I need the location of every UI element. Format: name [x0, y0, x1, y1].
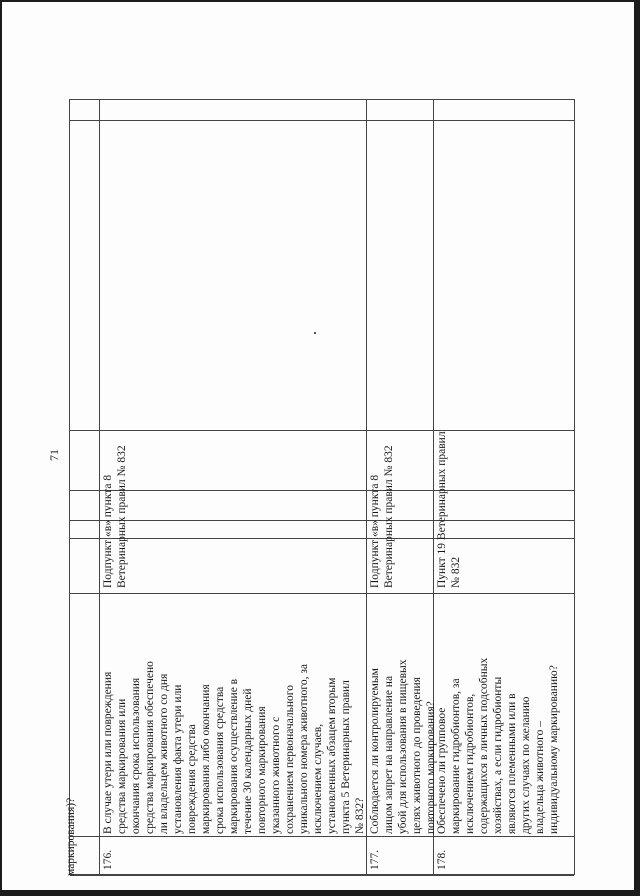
row-178-number: 178. [436, 849, 448, 870]
row-178-reference: Пункт 19 Ветеринарных правил № 832 [436, 431, 462, 588]
row-176-number: 176. [102, 849, 114, 870]
row-177-reference: Подпункт «в» пункта 8 Ветеринарных правил № 832 [369, 445, 395, 588]
row-177-number: 177. [369, 849, 381, 870]
row-176-question: В случае утери или повреждения средства маркирования или окончания срока использования средства маркирования обеспечено ли владельцем животного со дня установления факта утери или повреждения средства маркирования либо окончания срока использования средства маркирования осуществление в течение 30 календарных дней повторного маркирования указанного животного с сохранением первоначального уникального номера животного, за исключением случаев, установленных абзацем вторым пункта 5 Ветеринарных правил № 832? [102, 661, 366, 834]
checklist-table [65, 99, 575, 876]
continuation-cell: маркирования)? [65, 797, 77, 876]
document-page [2, 2, 634, 890]
row-178-question: Обеспечено ли групповое маркирование гидробионтов, за исключением гидробионтов, содержащихся в личных подсобных хозяйствах, а если гидробионты являются племенными или в других случаях по желанию владельца животного – индивидуальному маркированию? [436, 657, 560, 834]
row-177-question: Соблюдается ли контролируемым лицом запрет на направление на убой для использования в пищевых целях животного до проведения повторного маркирования? [369, 659, 437, 834]
row-176-reference: Подпункт «в» пункта 8 Ветеринарных правил № 832 [102, 445, 128, 588]
scan-speck [314, 332, 316, 334]
grid-line [70, 99, 574, 100]
page-number: 71 [47, 449, 61, 461]
grid-line [70, 120, 574, 121]
